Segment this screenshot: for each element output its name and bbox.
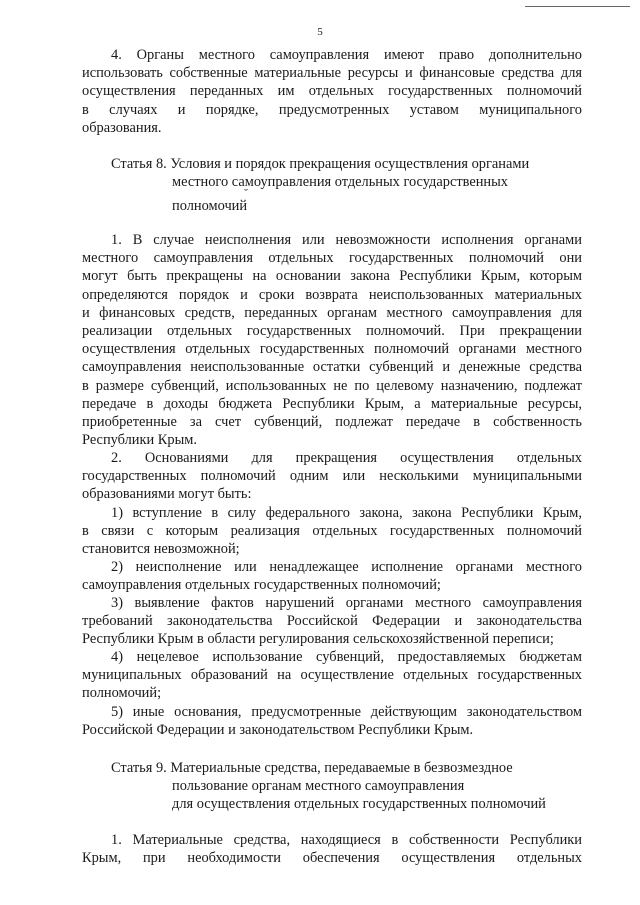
- text-line: 2) неисполнение или ненадлежащее исполнение органами местного: [111, 559, 582, 575]
- paragraph-article9-point1: [82, 831, 582, 867]
- text-line: передаче в доходы бюджета Республики Крым, а материальные ресурсы,: [82, 395, 582, 412]
- article-heading-line: пользование органам местного самоуправления: [172, 778, 465, 795]
- text-line: образованиями могут быть:: [82, 486, 252, 503]
- page-corner-mark: [525, 6, 630, 7]
- text-line: самоуправления неиспользованные остатки субвенций и денежные средства: [82, 359, 582, 376]
- text-line: определяются порядок и сроки возврата неиспользованных материальных: [82, 286, 582, 303]
- page-number: 5: [317, 26, 323, 38]
- text-line: муниципальных образований на осуществление отдельных государственных: [82, 667, 582, 684]
- article9-title: [111, 759, 591, 814]
- text-line: требований законодательства Российской Федерации и законодательства: [82, 613, 582, 630]
- text-line: Российской Федерации и законодательством Республики Крым.: [82, 722, 474, 739]
- text-line: Республики Крым.: [82, 432, 197, 449]
- text-line: использовать собственные материальные ресурсы и финансовые средства для: [82, 65, 582, 82]
- text-line: 1. В случае неисполнения или невозможности исполнения органами: [111, 232, 582, 248]
- list-item-3: [82, 594, 582, 649]
- text-line: приобретенные за счет субвенций, подлежат передаче в собственность: [82, 414, 582, 431]
- text-line: государственных полномочий одним или несколькими муниципальными: [82, 468, 582, 485]
- list-item-5: [82, 703, 582, 739]
- text-line: образования.: [82, 119, 162, 136]
- text-line: осуществления переданных им отдельных государственных полномочий: [82, 83, 582, 100]
- paragraph-article8-point2: [82, 449, 582, 504]
- article-heading-line: Статья 8. Условия и порядок прекращения осуществления органами: [111, 156, 530, 172]
- text-line: могут быть прекращены на основании закона Республики Крым, которым: [82, 268, 582, 285]
- text-line: полномочий;: [82, 685, 162, 702]
- text-line: местного самоуправления отдельных государственных полномочий они: [82, 250, 582, 267]
- text-line: 1. Материальные средства, находящиеся в собственности Республики: [111, 832, 582, 848]
- text-line: в случаях и порядке, предусмотренных уставом муниципального: [82, 101, 582, 118]
- paragraph-article7-point4: [82, 46, 582, 137]
- paragraph-article8-point1: [82, 231, 582, 449]
- article8-title: [111, 155, 591, 216]
- list-item-1: [82, 504, 582, 559]
- text-line: становится невозможной;: [82, 541, 240, 558]
- text-line: самоуправления отдельных государственных полномочий;: [82, 577, 441, 594]
- article-heading-line: Статья 9. Материальные средства, передаваемые в безвозмездное: [111, 760, 513, 776]
- text-line: 4. Органы местного самоуправления имеют право дополнительно: [111, 47, 582, 63]
- text-line: в связи с которым реализация отдельных государственных полномочий: [82, 523, 582, 540]
- article-heading-line: полномочий: [172, 198, 248, 215]
- text-line: в размере субвенций, использованных не по целевому назначению, подлежат: [82, 377, 582, 394]
- text-line: 5) иные основания, предусмотренные действующим законодательством: [111, 704, 582, 720]
- text-line: 2. Основаниями для прекращения осуществления отдельных: [111, 450, 582, 466]
- text-line: 3) выявление фактов нарушений органами местного самоуправления: [111, 595, 582, 611]
- list-item-4: [82, 648, 582, 703]
- text-line: Крым, при необходимости обеспечения осуществления отдельных: [82, 850, 582, 867]
- text-line: Республики Крым в области регулирования сельскохозяйственной переписи;: [82, 631, 554, 648]
- article-heading-line: местного самоуправления отдельных государственных: [172, 174, 508, 191]
- text-line: 4) нецелевое использование субвенций, предоставляемых бюджетам: [111, 649, 582, 665]
- text-line: реализации отдельных государственных полномочий. При прекращении: [82, 323, 582, 340]
- list-item-2: [82, 558, 582, 594]
- text-line: 1) вступление в силу федерального закона, закона Республики Крым,: [111, 505, 582, 521]
- text-line: осуществления отдельных государственных полномочий органами местного: [82, 341, 582, 358]
- article-heading-line: для осуществления отдельных государственных полномочий: [172, 796, 546, 813]
- text-line: и финансовых средств, переданных органам местного самоуправления для: [82, 304, 582, 321]
